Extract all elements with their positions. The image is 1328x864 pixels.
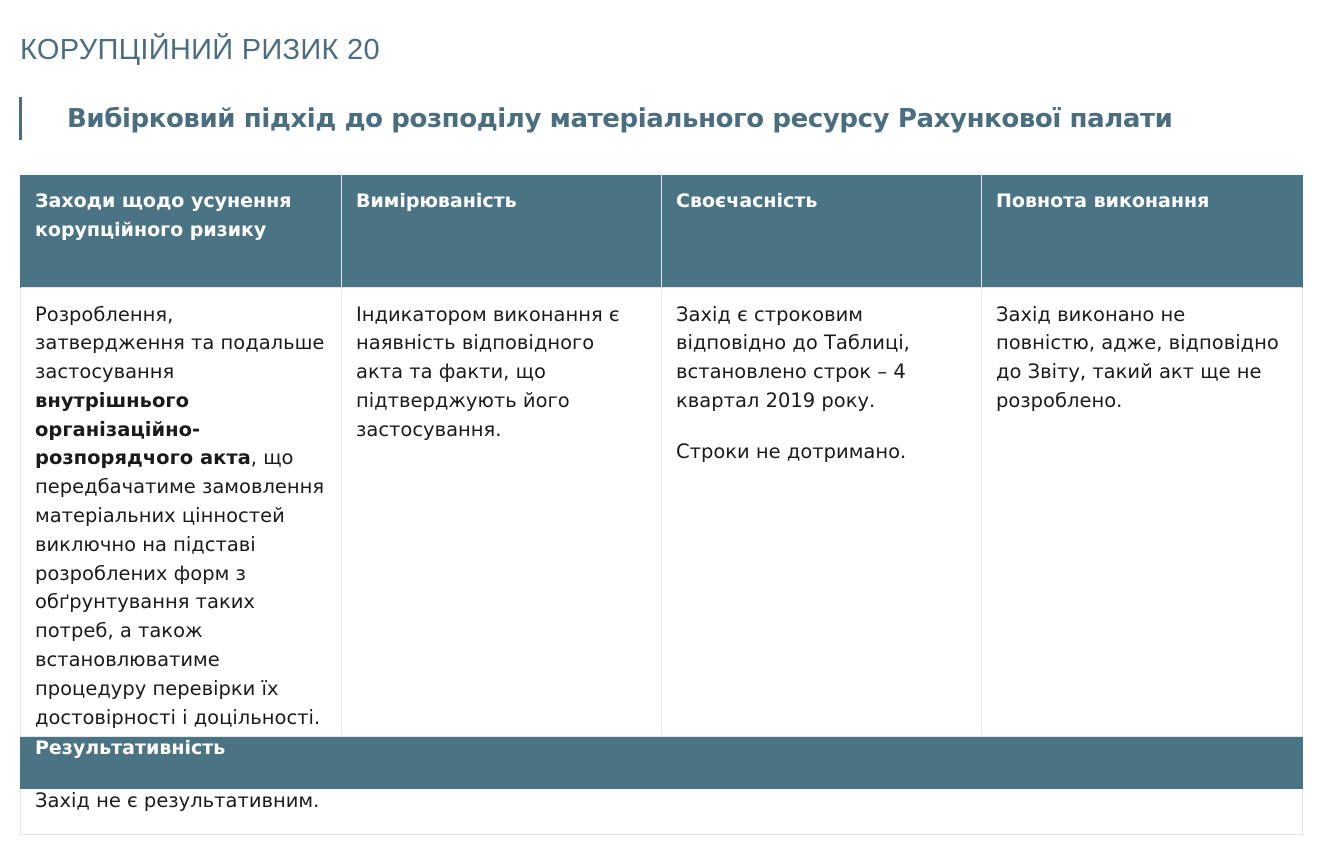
column-header-timeliness: Своєчасність [662,175,982,287]
column-header-measures: Заходи щодо усунення корупційного ризику [21,175,342,287]
table-header-row [21,175,1303,287]
risk-label: КОРУПЦІЙНИЙ РИЗИК 20 [20,34,380,66]
risk-table [20,175,1303,835]
effectiveness-header-row [21,736,1303,788]
effectiveness-row [21,788,1303,834]
cell-completeness [982,287,1303,736]
subtitle-block [19,97,1173,140]
measures-text [35,301,327,733]
measures-text-bold: внутрішнього організаційно-розпорядчого акта [35,388,251,470]
measures-text-after: , що передбачатиме замовлення матеріальних цінностей виключно на підставі розроблених форм з обґрунтування таких потреб, а також встановлюватиме процедуру перевірки їх достовірності і доцільності. [35,446,325,729]
effectiveness-value: Захід не є результативним. [21,788,1303,834]
column-header-measurability: Вимірюваність [342,175,662,287]
completeness-text: Захід виконано не повністю, адже, відповідно до Звіту, такий акт ще не розроблено. [996,302,1279,412]
table-row [21,287,1303,736]
column-header-completeness: Повнота виконання [982,175,1303,287]
measures-text-before: Розроблення, затвердження та подальше застосування [35,302,325,384]
effectiveness-header: Результативність [21,736,1303,788]
cell-measures [21,287,342,736]
cell-timeliness [662,287,982,736]
cell-measurability [342,287,662,736]
measurability-text: Індикатором виконання є наявність відповідного акта та факти, що підтверджують його застосування. [356,302,620,441]
risk-subtitle: Вибірковий підхід до розподілу матеріального ресурсу Рахункової палати [67,103,1173,134]
timeliness-note: Строки не дотримано. [676,439,907,463]
timeliness-text: Захід є строковим відповідно до Таблиці, встановлено строк – 4 квартал 2019 року. [676,302,910,412]
